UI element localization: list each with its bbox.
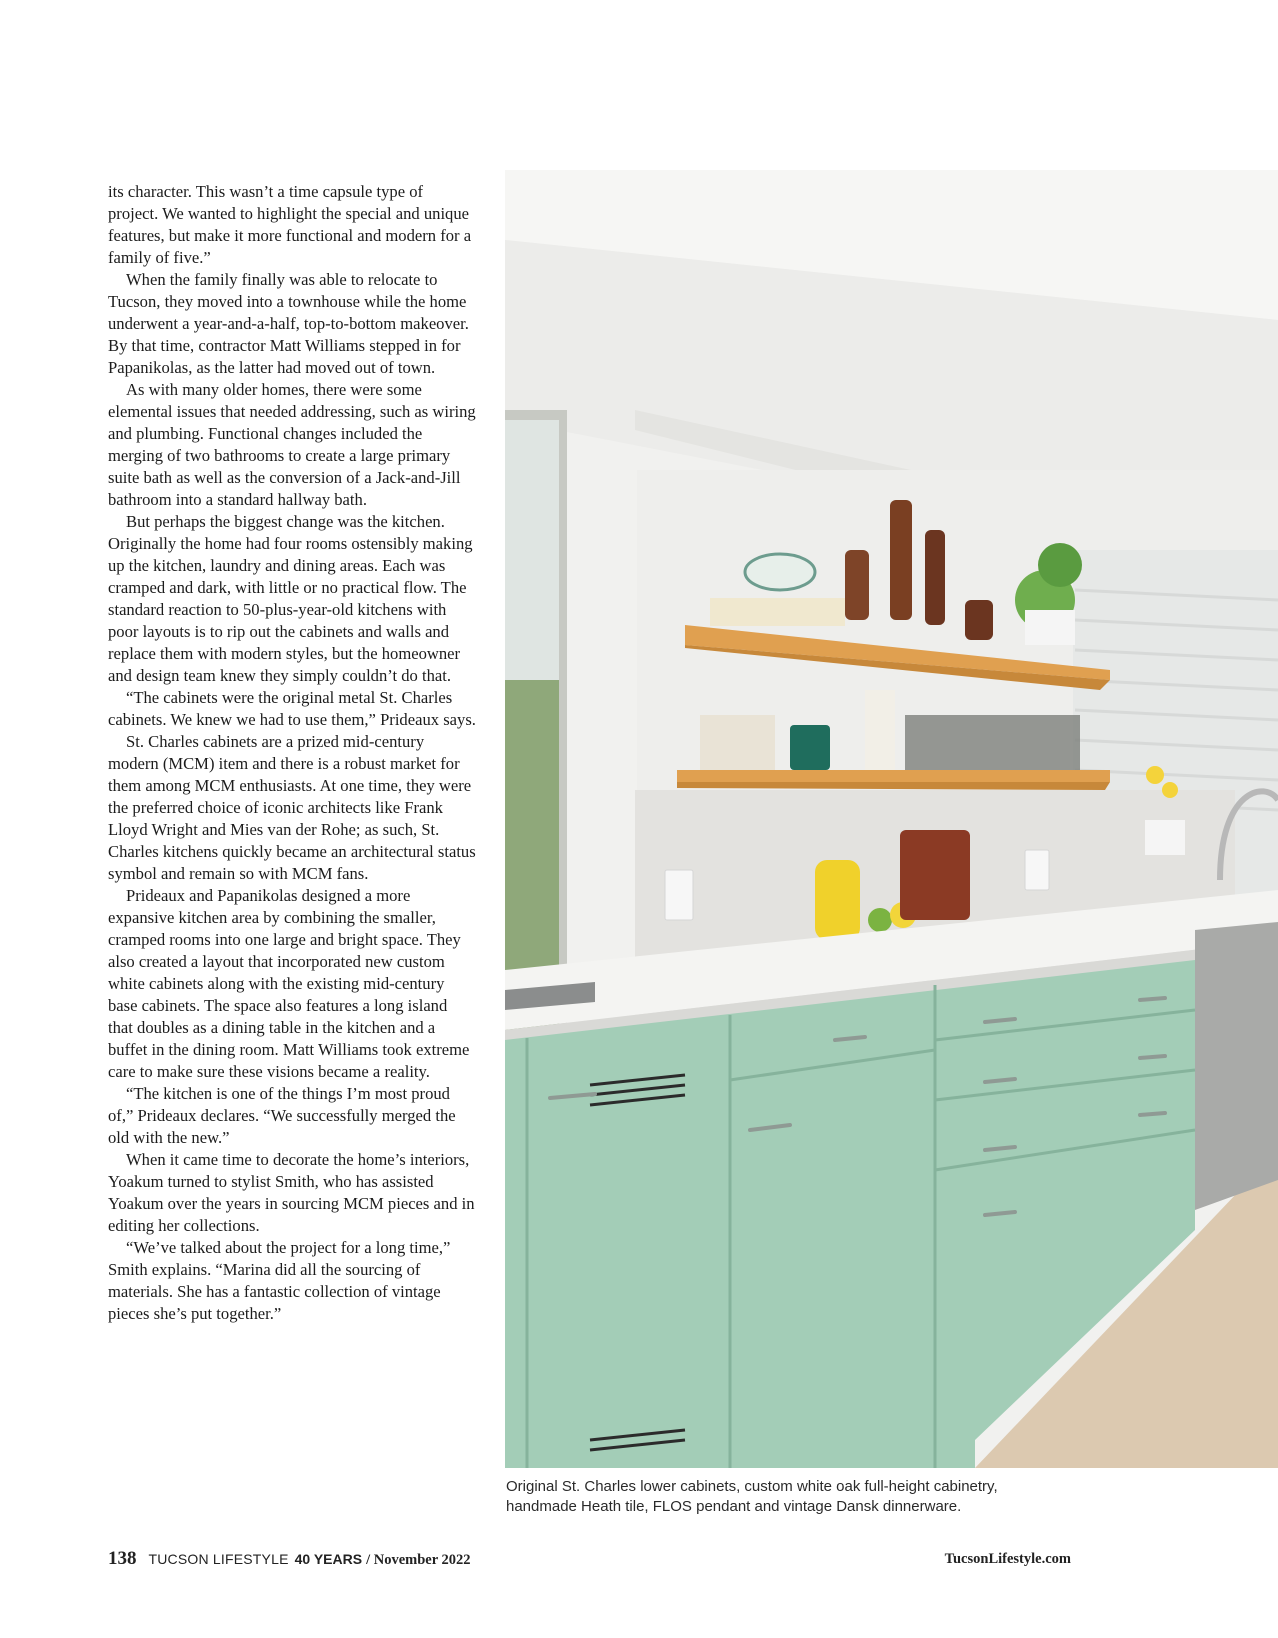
kitchen-photo xyxy=(505,170,1278,1468)
magazine-name: TUCSON LIFESTYLE xyxy=(148,1551,289,1567)
article-paragraph: “We’ve talked about the project for a long time,” Smith explains. “Marina did all the sourcing of materials. She has a fantastic collection of vintage pieces she’s put together.” xyxy=(108,1238,451,1323)
article-paragraph: As with many older homes, there were some elemental issues that needed addressing, such as wiring and plumbing. Functional changes included the merging of two bathrooms to create a large primary suite bath as well as the conversion of a Jack-and-Jill bathroom into a standard hallway bath. xyxy=(108,380,476,509)
page-footer xyxy=(108,1548,471,1570)
page-number: 138 xyxy=(108,1548,137,1569)
article-paragraph: “The kitchen is one of the things I’m most proud of,” Prideaux declares. “We successfully merged the old with the new.” xyxy=(108,1084,456,1147)
article-column xyxy=(108,181,476,1325)
issue-date: / November 2022 xyxy=(366,1552,471,1568)
photo-caption: Original St. Charles lower cabinets, custom white oak full-height cabinetry, handmade Heath tile, FLOS pendant and vintage Dansk dinnerware. xyxy=(506,1478,998,1515)
article-paragraph: When the family finally was able to relocate to Tucson, they moved into a townhouse while the home underwent a year-and-a-half, top-to-bottom makeover. By that time, contractor Matt Williams stepped in for Papanikolas, as the latter had moved out of town. xyxy=(108,270,469,377)
article-paragraph: St. Charles cabinets are a prized mid-century modern (MCM) item and there is a robust market for them among MCM enthusiasts. At one time, they were the preferred choice of iconic architects like Frank Lloyd Wright and Mies van der Rohe; as such, St. Charles kitchens quickly became an architectural status symbol and remain so with MCM fans. xyxy=(108,732,476,883)
anniversary-label: 40 YEARS xyxy=(294,1551,363,1567)
website-url[interactable]: TucsonLifestyle.com xyxy=(944,1551,1071,1567)
article-paragraph: But perhaps the biggest change was the kitchen. Originally the home had four rooms ostensibly making up the kitchen, laundry and dining areas. Each was cramped and dark, with little or no practical flow. The standard reaction to 50-plus-year-old kitchens with poor layouts is to rip out the cabinets and walls and replace them with modern styles, but the homeowner and design team knew they simply couldn’t do that. xyxy=(108,512,473,685)
article-paragraph: Prideaux and Papanikolas designed a more expansive kitchen area by combining the smaller, cramped rooms into one large and bright space. They also created a layout that incorporated new custom white cabinets along with the existing mid-century base cabinets. The space also features a long island that doubles as a dining table in the kitchen and a buffet in the dining room. Matt Williams took extreme care to make sure these visions became a reality. xyxy=(108,886,470,1081)
article-paragraph: its character. This wasn’t a time capsule type of project. We wanted to highlight the special and unique features, but make it more functional and modern for a family of five.” xyxy=(108,182,472,267)
article-paragraph: “The cabinets were the original metal St. Charles cabinets. We knew we had to use them,” Prideaux says. xyxy=(108,688,476,729)
article-paragraph: When it came time to decorate the home’s interiors, Yoakum turned to stylist Smith, who has assisted Yoakum over the years in sourcing MCM pieces and in editing her collections. xyxy=(108,1150,475,1235)
